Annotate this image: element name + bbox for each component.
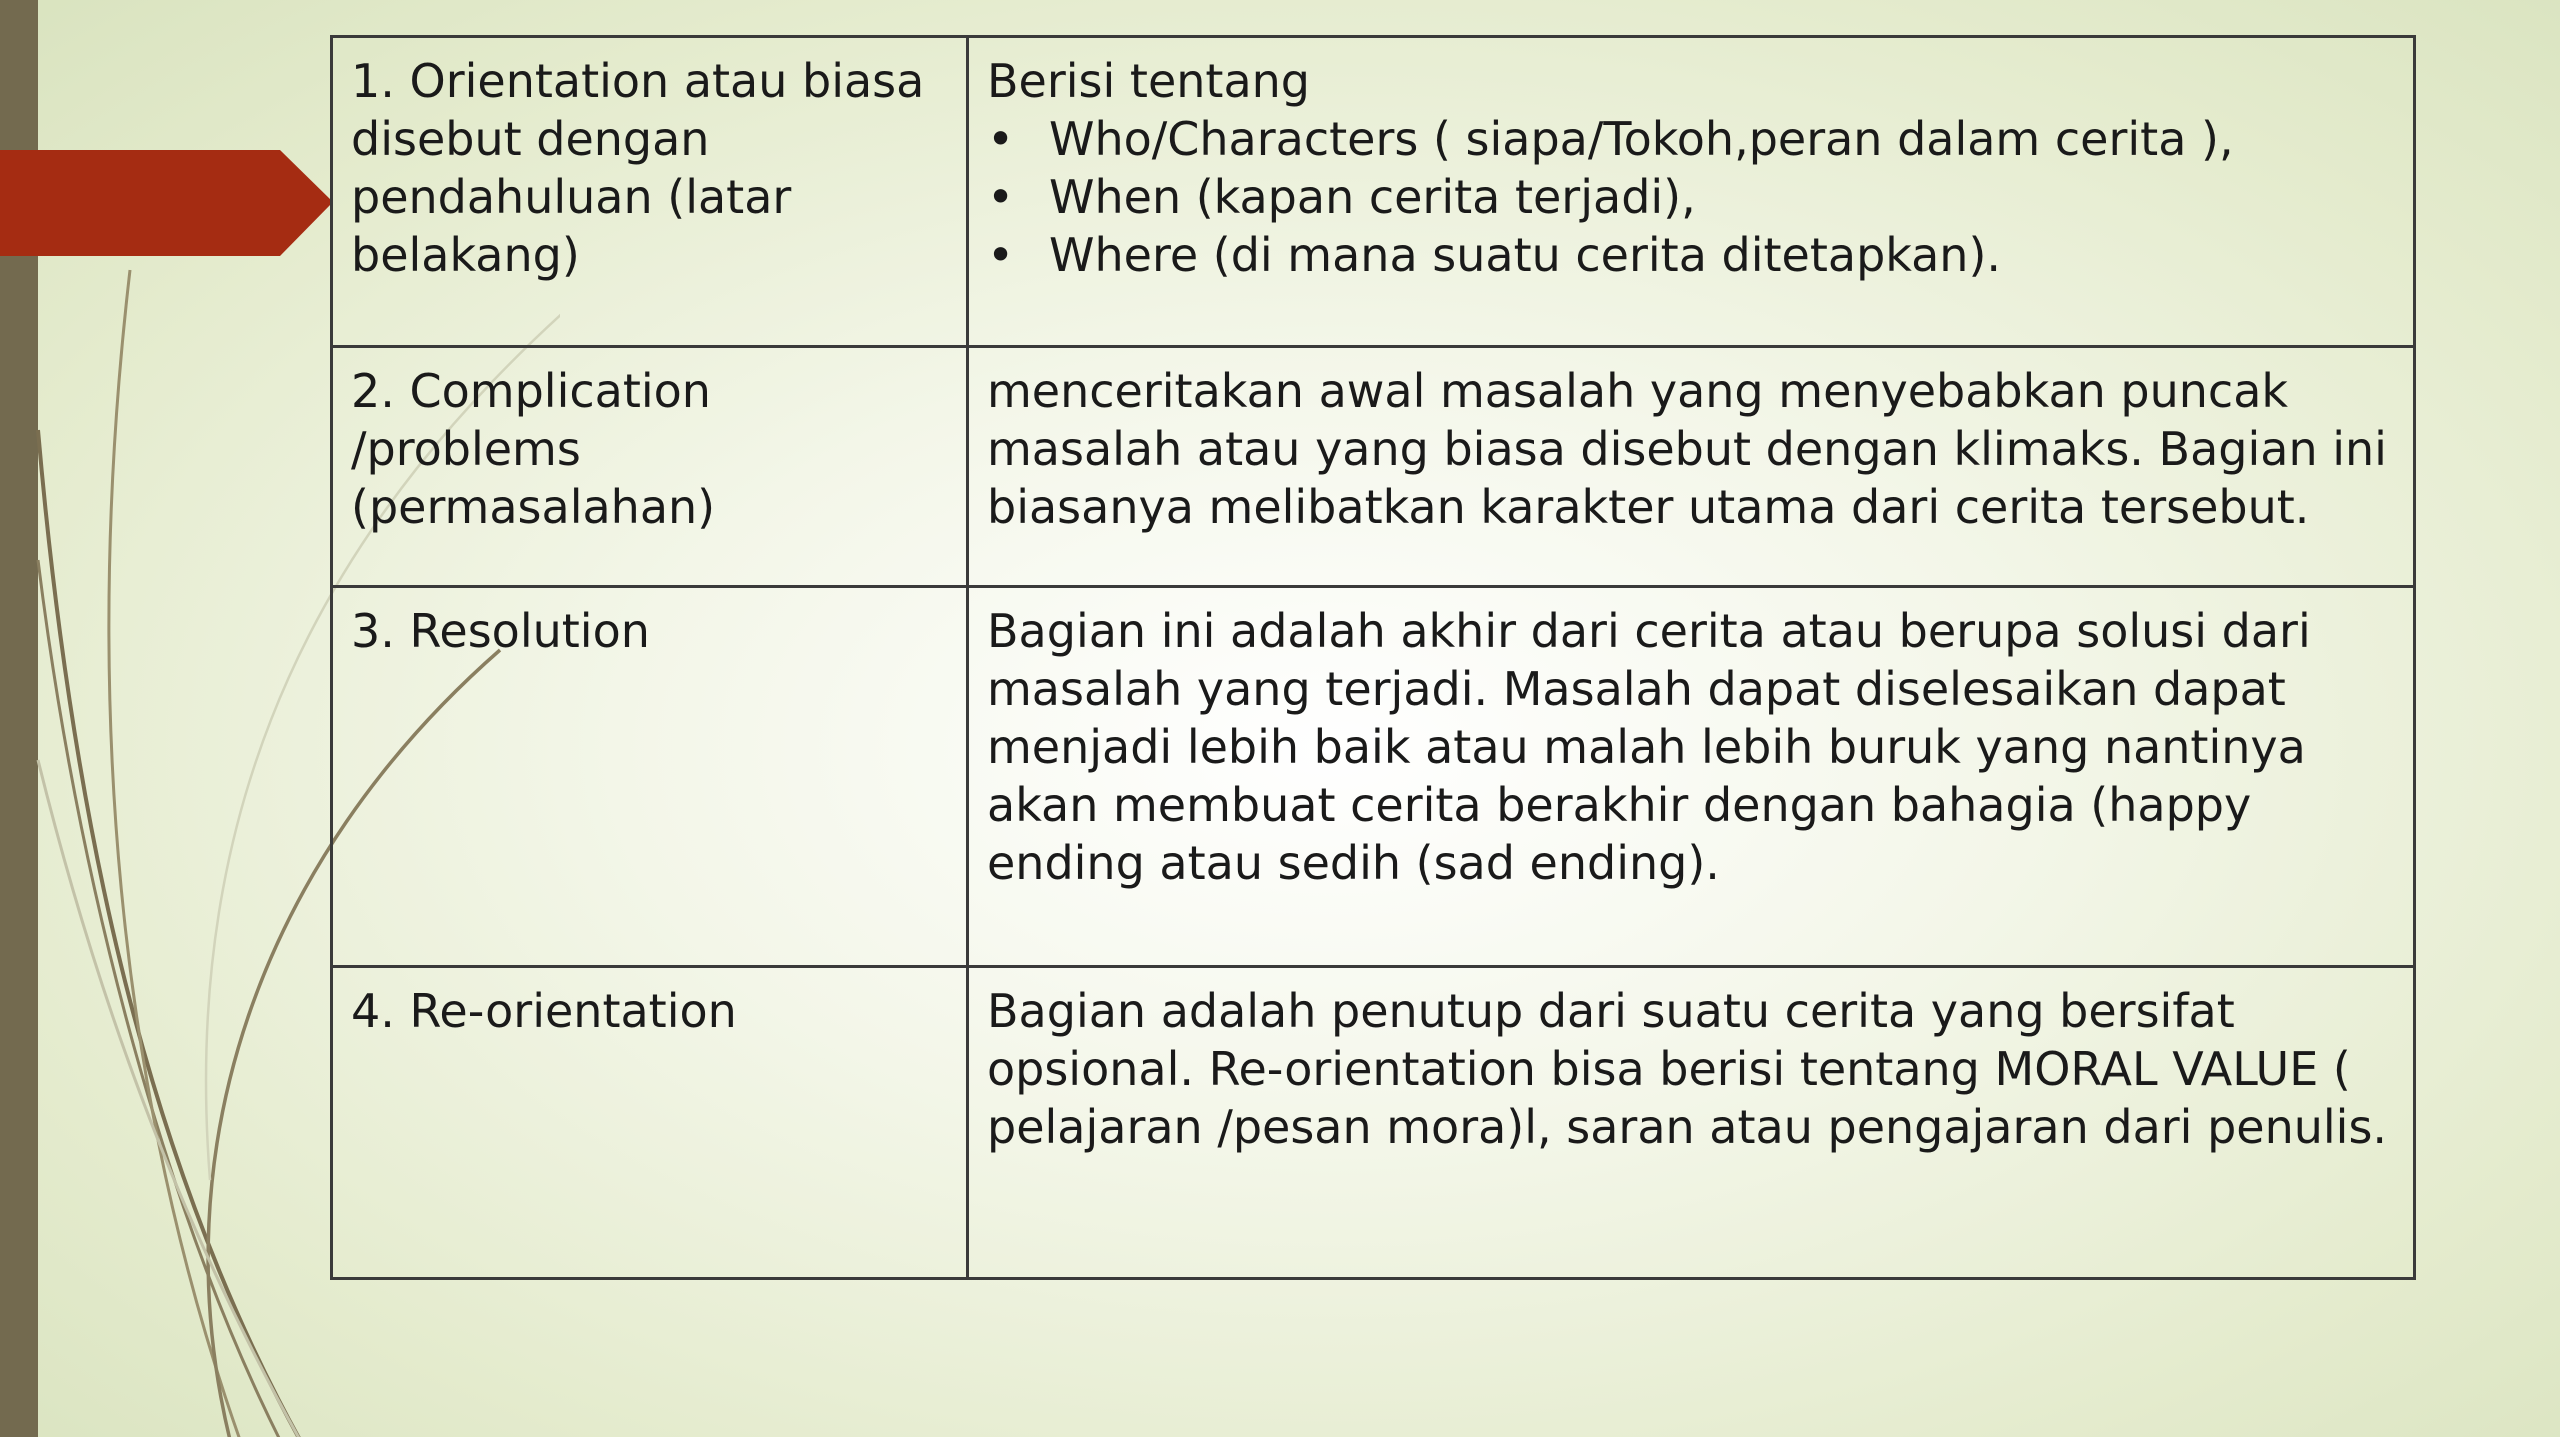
narrative-structure-table xyxy=(330,35,2416,1280)
bullet-when: • When (kapan cerita terjadi), xyxy=(987,168,2395,226)
bullet-where: • Where (di mana suatu cerita ditetapkan). xyxy=(987,226,2395,284)
table-row xyxy=(332,967,2415,1279)
description-intro: Berisi tentang xyxy=(987,54,1310,108)
bullet-who: • Who/Characters ( siapa/Tokoh,peran dalam cerita ), xyxy=(987,110,2395,168)
row-description-orientation xyxy=(968,37,2415,347)
row-description-resolution: Bagian ini adalah akhir dari cerita atau berupa solusi dari masalah yang terjadi. Masalah dapat diselesaikan dapat menjadi lebih baik atau malah lebih buruk yang nantinya akan membuat cerita berakhir dengan bahagia (happy ending atau sedih (sad ending). xyxy=(968,587,2415,967)
row-term-reorientation: 4. Re-orientation xyxy=(332,967,968,1279)
bullet-list xyxy=(987,110,2395,284)
arrow-marker-icon xyxy=(0,0,340,270)
table-row xyxy=(332,37,2415,347)
curve-3 xyxy=(109,270,240,1440)
row-term-orientation: 1. Orientation atau biasa disebut dengan pendahuluan (latar belakang) xyxy=(332,37,968,347)
table-row xyxy=(332,587,2415,967)
curve-1 xyxy=(38,430,300,1440)
row-description-complication: menceritakan awal masalah yang menyebabkan puncak masalah atau yang biasa disebut dengan klimaks. Bagian ini biasanya melibatkan karakter utama dari cerita tersebut. xyxy=(968,347,2415,587)
curve-5 xyxy=(38,760,300,1440)
row-description-reorientation: Bagian adalah penutup dari suatu cerita yang bersifat opsional. Re-orientation bisa berisi tentang MORAL VALUE ( pelajaran /pesan mora)l, saran atau pengajaran dari penulis. xyxy=(968,967,2415,1279)
table-row xyxy=(332,347,2415,587)
row-term-complication: 2. Complication /problems (permasalahan) xyxy=(332,347,968,587)
curve-2 xyxy=(38,560,280,1440)
row-term-resolution: 3. Resolution xyxy=(332,587,968,967)
